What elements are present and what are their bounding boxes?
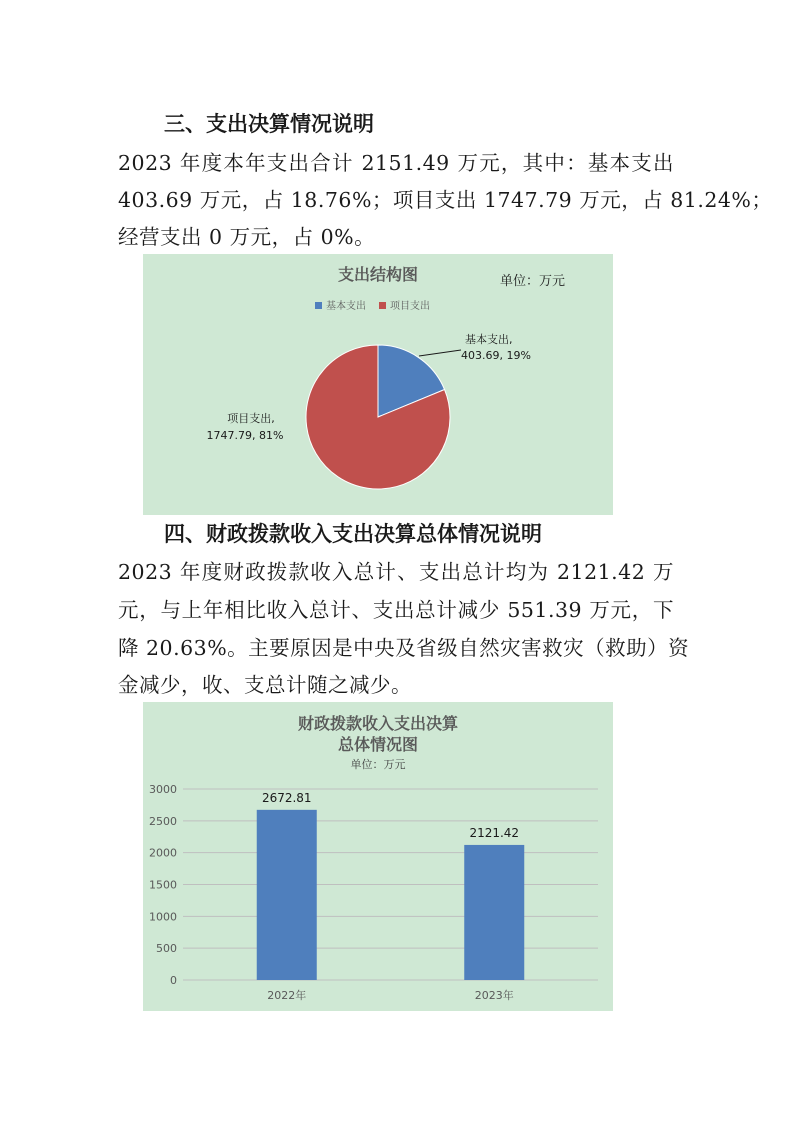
bar-chart-title-line-1: 财政拨款收入支出决算 (297, 714, 459, 733)
bar-chart-panel (143, 702, 613, 1011)
y-tick-label: 3000 (149, 783, 177, 796)
bar-data-label: 2121.42 (469, 825, 520, 840)
x-tick-label: 2022年 (267, 989, 307, 1002)
bar-data-label: 2672.81 (261, 790, 312, 805)
pie-chart (143, 254, 613, 515)
section-4-line-4: 金减少，收、支总计随之减少。 (118, 673, 412, 697)
section-4-line-3: 降 20.63%。主要原因是中央及省级自然灾害救灾（救助）资 (118, 636, 690, 660)
project-data-label-value: 1747.79, 81% (206, 429, 284, 442)
bar-chart-title-line-2: 总体情况图 (337, 735, 419, 754)
y-tick-label: 0 (170, 974, 177, 987)
y-tick-label: 500 (156, 942, 177, 956)
section-3-line-2: 403.69 万元，占 18.76%；项目支出 1747.79 万元，占 81.24%； (118, 188, 773, 212)
legend-label-project: 项目支出 (390, 301, 430, 312)
section-4-heading: 四、财政拨款收入支出决算总体情况说明 (164, 522, 542, 546)
legend-swatch-project (379, 302, 386, 309)
basic-data-label-value: 403.69, 19% (461, 349, 531, 362)
pie-chart-title: 支出结构图 (337, 265, 419, 284)
section-4-line-2: 元，与上年相比收入总计、支出总计减少 551.39 万元，下 (118, 598, 674, 622)
bar-chart (143, 702, 613, 1011)
basic-leader-line (419, 350, 461, 356)
project-data-label-name: 项目支出, (227, 412, 275, 425)
y-tick-label: 2000 (149, 846, 177, 860)
bar-chart-unit-label: 单位：万元 (350, 758, 406, 771)
section-4-line-1: 2023 年度财政拨款收入总计、支出总计均为 2121.42 万 (118, 560, 674, 584)
y-tick-label: 2500 (149, 814, 177, 828)
section-3-line-1: 2023 年度本年支出合计 2151.49 万元，其中：基本支出 (118, 151, 674, 175)
bar (257, 810, 317, 980)
y-tick-label: 1500 (149, 878, 177, 892)
bar (464, 845, 524, 980)
basic-data-label-name: 基本支出, (465, 333, 513, 346)
section-3-line-3: 经营支出 0 万元，占 0%。 (118, 225, 376, 249)
pie-chart-panel (143, 254, 613, 515)
x-tick-label: 2023年 (474, 989, 514, 1002)
legend-swatch-basic (315, 302, 322, 309)
section-3-heading: 三、支出决算情况说明 (164, 112, 374, 136)
pie-chart-unit-label: 单位：万元 (500, 274, 566, 289)
y-tick-label: 1000 (149, 910, 177, 924)
legend-label-basic: 基本支出 (326, 301, 366, 312)
